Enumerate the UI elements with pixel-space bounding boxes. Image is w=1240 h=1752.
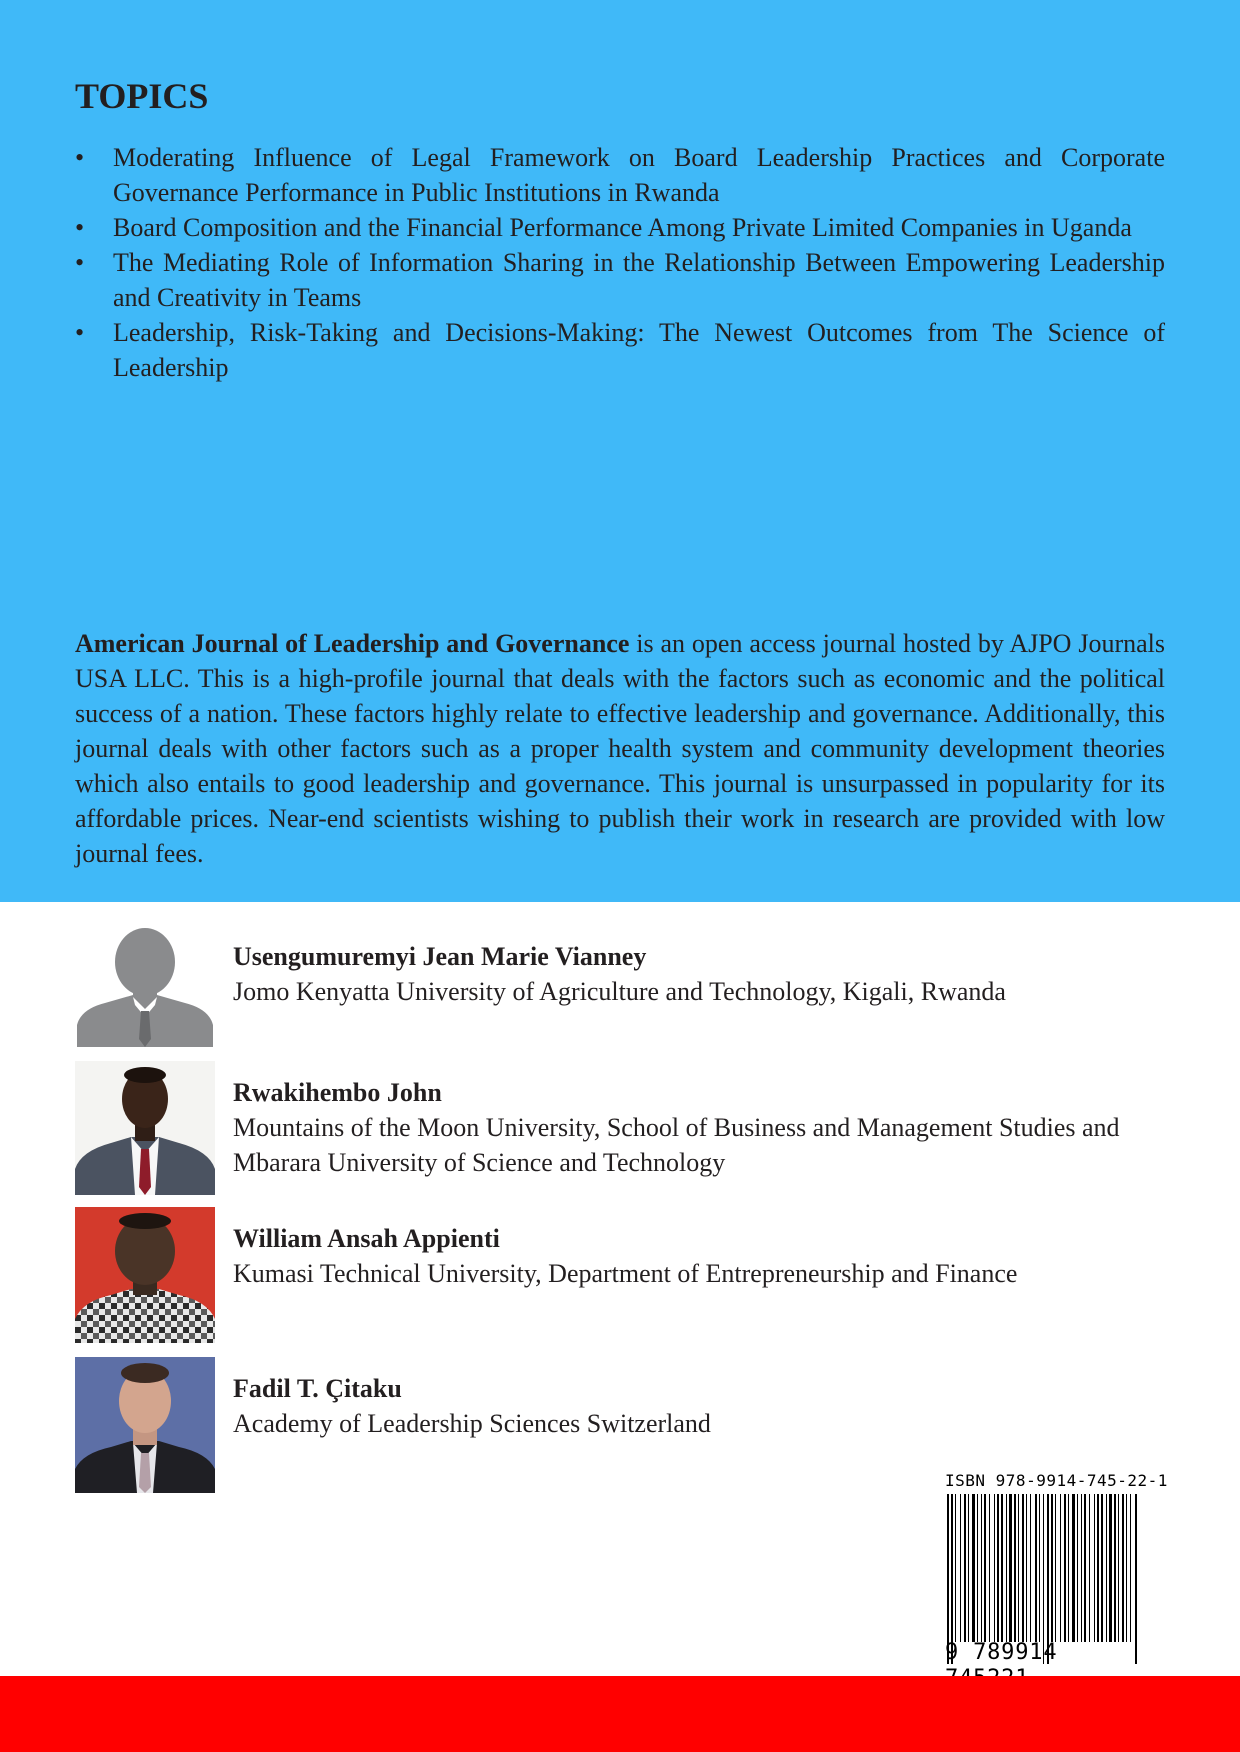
person-silhouette-icon [75, 925, 215, 1047]
topic-text: Moderating Influence of Legal Framework on Board Leadership Practices and Corporate Governance Performance in Public Institutions in Rwanda [113, 143, 1165, 207]
barcode-bar [1060, 1494, 1061, 1642]
barcode-bar [968, 1494, 969, 1642]
footer-band [0, 1676, 1240, 1752]
author-photo [75, 1357, 215, 1493]
author-portrait-icon [75, 1207, 215, 1343]
barcode-bar [1109, 1494, 1112, 1642]
author-affiliation: Jomo Kenyatta University of Agriculture and Technology, Kigali, Rwanda [233, 977, 1006, 1006]
barcode-bar [1009, 1494, 1012, 1642]
barcode-bar [1094, 1494, 1095, 1642]
barcode-bar [1014, 1494, 1016, 1642]
barcode-bar [960, 1494, 961, 1642]
barcode-bar [984, 1494, 986, 1642]
isbn-label: ISBN 978-9914-745-22-1 [945, 1471, 1168, 1490]
author-entry [75, 925, 1175, 1061]
barcode-bar [1135, 1494, 1137, 1664]
barcode-bar [972, 1494, 975, 1642]
barcode-bar [989, 1494, 990, 1642]
topic-text: The Mediating Role of Information Sharing in the Relationship Between Empowering Leadership and Creativity in Teams [113, 248, 1165, 312]
barcode-bar [964, 1494, 966, 1642]
bullet-icon: • [75, 213, 85, 242]
barcode-bar [1114, 1494, 1116, 1642]
bullet-icon: • [75, 248, 85, 277]
barcode-bar [1051, 1494, 1053, 1642]
topic-item [75, 245, 1165, 315]
author-affiliation: Kumasi Technical University, Department of Entrepreneurship and Finance [233, 1259, 1018, 1288]
barcode-bar [1126, 1494, 1127, 1642]
barcode-bar [1077, 1494, 1078, 1642]
barcode-bar [1022, 1494, 1024, 1642]
barcode-bar [1072, 1494, 1075, 1642]
barcode-bar [1039, 1494, 1040, 1642]
author-entry [75, 1061, 1175, 1197]
author-affiliation: Mountains of the Moon University, School of Business and Management Studies and Mbarara University of Science and Technology [233, 1113, 1120, 1177]
topic-item [75, 315, 1165, 385]
barcode-bar [1084, 1494, 1086, 1642]
bullet-icon: • [75, 318, 85, 347]
barcode-icon [945, 1494, 1140, 1664]
barcode-bar [1130, 1494, 1131, 1642]
barcode-bar [947, 1494, 949, 1664]
barcode-bar [1089, 1494, 1090, 1642]
author-photo [75, 1207, 215, 1343]
barcode-bar [1035, 1494, 1037, 1642]
barcode-digits: 9 789914 [945, 1640, 1058, 1665]
barcode-bar [1097, 1494, 1099, 1642]
barcode-bar [1081, 1494, 1082, 1642]
author-name: Rwakihembo John [233, 1078, 442, 1107]
author-photo [75, 1061, 215, 1197]
barcode-bar [1068, 1494, 1069, 1642]
barcode-bar [955, 1494, 956, 1642]
author-entry [75, 1207, 1175, 1343]
barcode-bar [981, 1494, 982, 1642]
barcode-bar [1055, 1494, 1056, 1642]
topic-item [75, 210, 1165, 245]
topic-text: Board Composition and the Financial Performance Among Private Limited Companies in Uganda [113, 213, 1132, 242]
barcode-bar [977, 1494, 978, 1642]
topic-text: Leadership, Risk-Taking and Decisions-Making: The Newest Outcomes from The Science of Leadership [113, 318, 1165, 382]
barcode-bar [1047, 1494, 1049, 1664]
barcode-bar [1026, 1494, 1027, 1642]
barcode-bar [994, 1494, 995, 1642]
barcode-bar [1001, 1494, 1003, 1642]
journal-name: American Journal of Leadership and Governance [75, 629, 630, 658]
journal-description-text: is an open access journal hosted by AJPO Journals USA LLC. This is a high-profile journal that deals with the factors such as economic and the political success of a nation. These factors highly relate to effective leadership and governance. Additionally, this journal deals with other factors such as a proper health system and community development theories which also entails to good leadership and governance. This journal is unsurpassed in popularity for its affordable prices. Near-end scientists wishing to publish their work in research are provided with low journal fees. [75, 629, 1165, 868]
barcode-bar [1106, 1494, 1107, 1642]
barcode-bar [1118, 1494, 1119, 1642]
topic-item [75, 140, 1165, 210]
barcode-bar [1030, 1494, 1031, 1642]
barcode-bar [951, 1494, 953, 1664]
author-affiliation: Academy of Leadership Sciences Switzerland [233, 1409, 711, 1438]
topics-heading: TOPICS [75, 76, 209, 116]
barcode-bar [1043, 1494, 1044, 1664]
journal-description [75, 626, 1165, 871]
barcode-bar [1101, 1494, 1103, 1642]
author-name: William Ansah Appienti [233, 1224, 500, 1253]
barcode-bar [1018, 1494, 1019, 1642]
barcode-bar [1122, 1494, 1124, 1642]
bullet-icon: • [75, 143, 85, 172]
author-portrait-icon [75, 1061, 215, 1195]
barcode-bar [1006, 1494, 1007, 1642]
topics-list [75, 140, 1165, 385]
barcode-bar [997, 1494, 999, 1642]
author-portrait-icon [75, 1357, 215, 1493]
author-name: Usengumuremyi Jean Marie Vianney [233, 942, 647, 971]
author-photo-placeholder [75, 925, 215, 1061]
barcode-bar [1064, 1494, 1066, 1642]
author-name: Fadil T. Çitaku [233, 1374, 402, 1403]
